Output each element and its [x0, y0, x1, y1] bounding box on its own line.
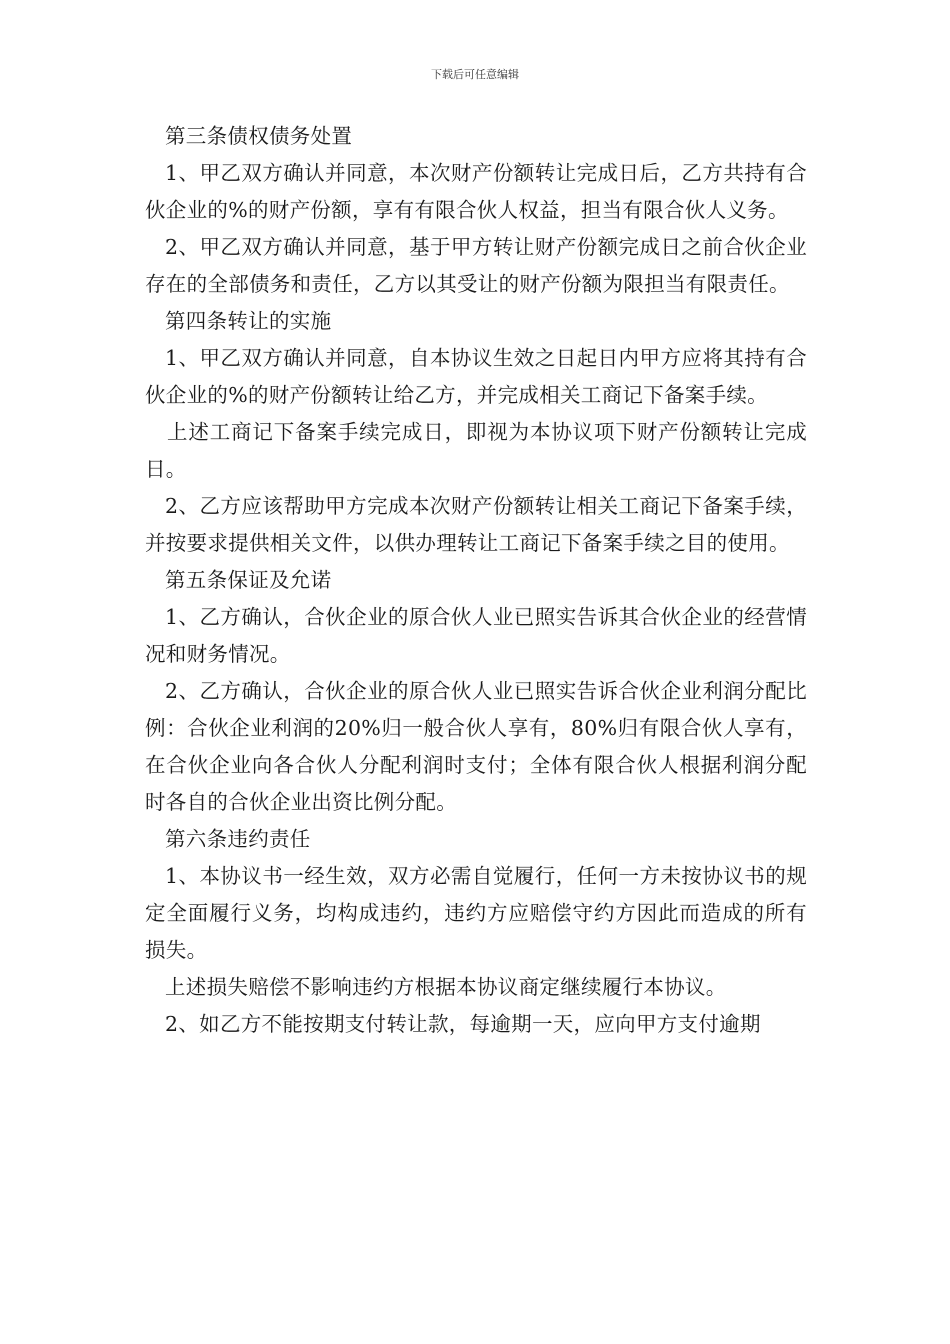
paragraph: 上述损失赔偿不影响违约方根据本协议商定继续履行本协议。 [165, 975, 727, 999]
section-heading-3: 第三条债权债务处置 [165, 124, 353, 148]
section-heading-6: 第六条违约责任 [165, 827, 311, 851]
section-heading-5: 第五条保证及允诺 [165, 568, 332, 592]
paragraph: 2、如乙方不能按期支付转让款，每逾期一天，应向甲方支付逾期 [165, 1012, 761, 1036]
paragraph: 1、本协议书一经生效，双方必需自觉履行，任何一方未按协议书的规定全面履行义务，均构成违约，违约方应赔偿守约方因此而造成的所有损失。 [145, 864, 807, 962]
paragraph: 2、甲乙双方确认并同意，基于甲方转让财产份额完成日之前合伙企业存在的全部债务和责任，乙方以其受让的财产份额为限担当有限责任。 [145, 235, 807, 296]
section-heading-4: 第四条转让的实施 [165, 309, 332, 333]
paragraph: 1、甲乙双方确认并同意，本次财产份额转让完成日后，乙方共持有合伙企业的%的财产份额，享有有限合伙人权益，担当有限合伙人义务。 [145, 161, 807, 222]
page-header: 下载后可任意编辑 [431, 68, 519, 81]
document-body [145, 118, 807, 1043]
paragraph: 1、乙方确认，合伙企业的原合伙人业已照实告诉其合伙企业的经营情况和财务情况。 [145, 605, 807, 666]
paragraph: 上述工商记下备案手续完成日，即视为本协议项下财产份额转让完成日。 [145, 420, 807, 481]
paragraph: 1、甲乙双方确认并同意，自本协议生效之日起日内甲方应将其持有合伙企业的%的财产份额转让给乙方，并完成相关工商记下备案手续。 [145, 346, 807, 407]
paragraph: 2、乙方应该帮助甲方完成本次财产份额转让相关工商记下备案手续，并按要求提供相关文件，以供办理转让工商记下备案手续之目的使用。 [145, 494, 807, 555]
paragraph: 2、乙方确认，合伙企业的原合伙人业已照实告诉合伙企业利润分配比例：合伙企业利润的20%归一般合伙人享有，80%归有限合伙人享有，在合伙企业向各合伙人分配利润时支付；全体有限合伙人根据利润分配时各自的合伙企业出资比例分配。 [145, 679, 807, 814]
